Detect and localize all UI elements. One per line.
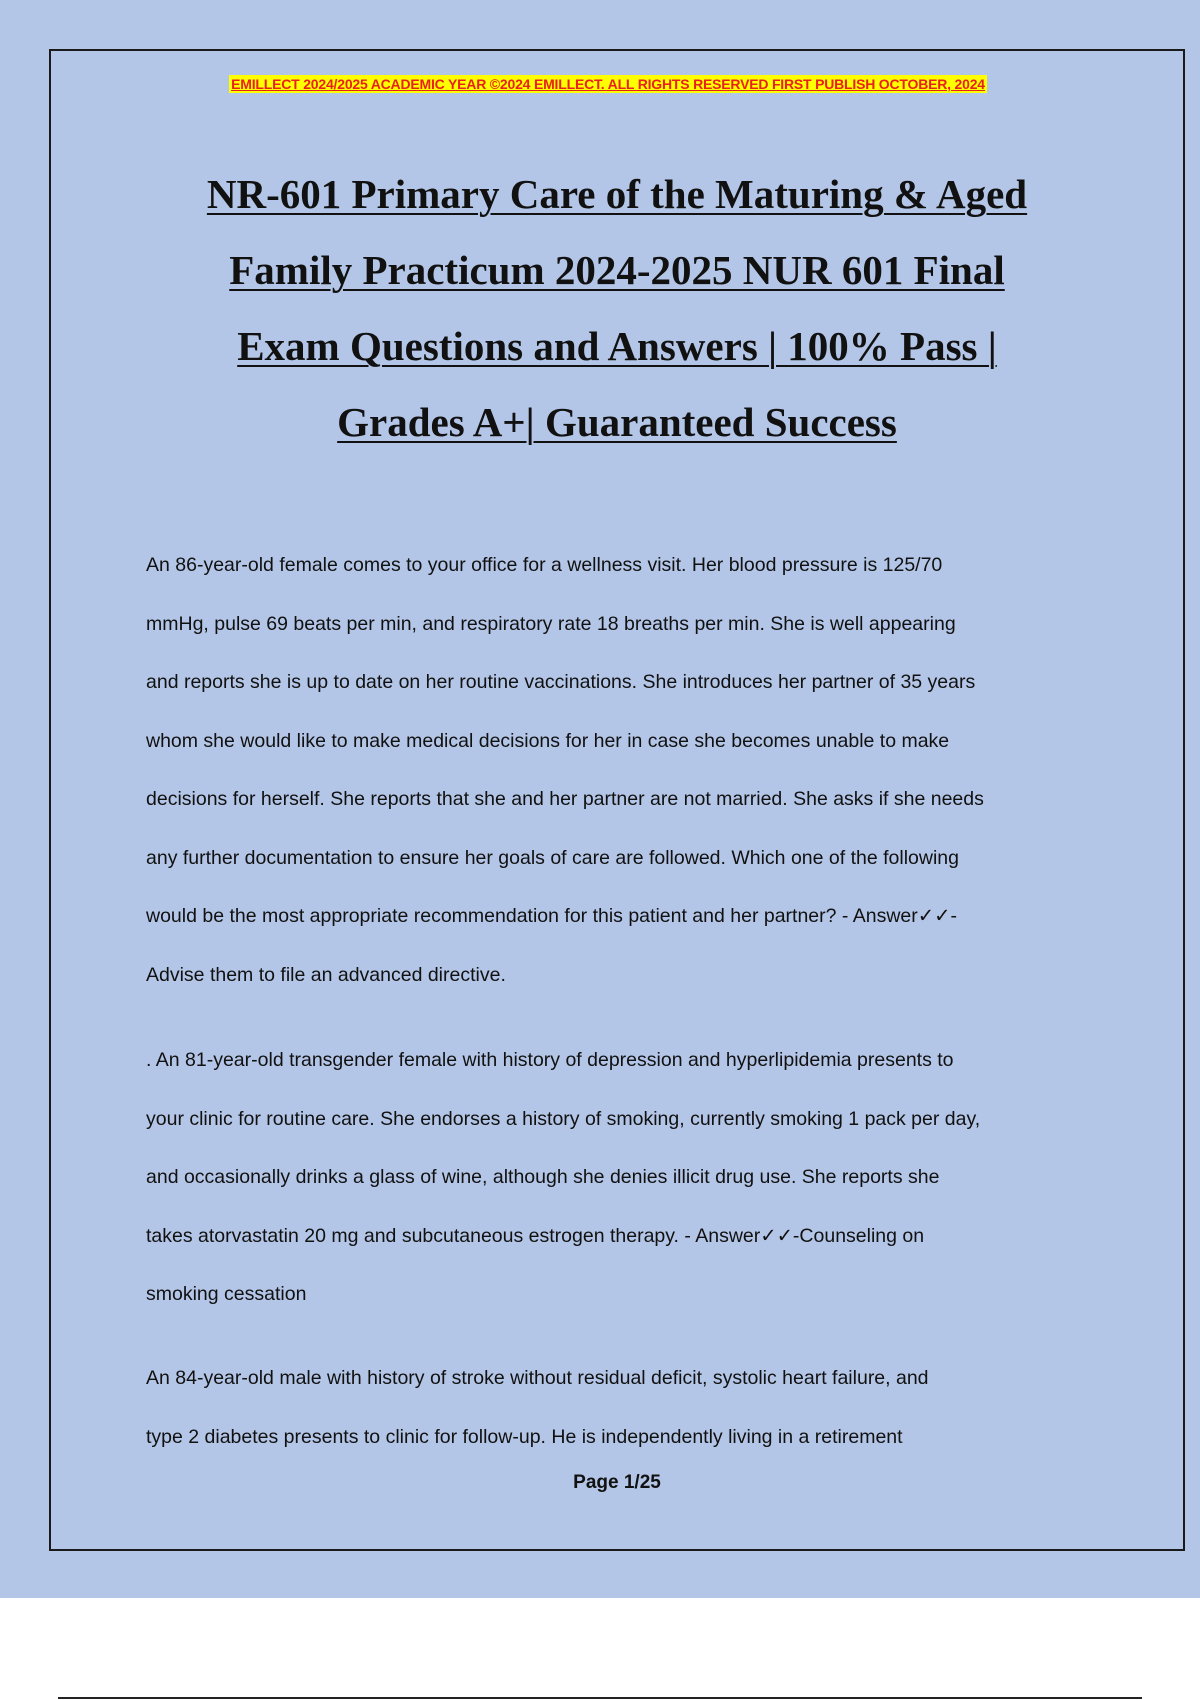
question-line: . An 81-year-old transgender female with history of depression and hyperlipidemia presents to xyxy=(146,1049,954,1071)
title-line: Family Practicum 2024-2025 NUR 601 Final xyxy=(229,247,1005,293)
question-line: and reports she is up to date on her routine vaccinations. She introduces her partner of 35 years xyxy=(146,671,976,693)
answer-line: Advise them to file an advanced directive. xyxy=(146,963,506,986)
copyright-banner xyxy=(146,74,1070,94)
question-line: type 2 diabetes presents to clinic for follow-up. He is independently living in a retirement xyxy=(146,1425,903,1448)
question-line: your clinic for routine care. She endorses a history of smoking, currently smoking 1 pack per day, xyxy=(146,1107,981,1130)
title-line: Exam Questions and Answers | 100% Pass | xyxy=(237,323,997,369)
question-line: An 84-year-old male with history of stroke without residual deficit, systolic heart failure, and xyxy=(146,1367,929,1389)
answer-line: smoking cessation xyxy=(146,1283,307,1305)
page-number: Page 1/25 xyxy=(573,1472,661,1493)
question-line: any further documentation to ensure her goals of care are followed. Which one of the following xyxy=(146,846,959,869)
question-block-2 xyxy=(146,1031,1096,1324)
next-page-divider xyxy=(58,1697,1142,1699)
question-line: takes atorvastatin 20 mg and subcutaneous estrogen therapy. - Answer✓✓-Counseling on xyxy=(146,1224,925,1247)
question-block-3 xyxy=(146,1349,1096,1466)
question-line: decisions for herself. She reports that she and her partner are not married. She asks if she needs xyxy=(146,788,984,810)
question-line: and occasionally drinks a glass of wine, although she denies illicit drug use. She reports she xyxy=(146,1166,940,1188)
question-line: whom she would like to make medical decisions for her in case she becomes unable to make xyxy=(146,729,950,752)
question-block-1 xyxy=(146,536,1096,1004)
copyright-banner-text: EMILLECT 2024/2025 ACADEMIC YEAR ©2024 EMILLECT. ALL RIGHTS RESERVED FIRST PUBLISH OCTOBER, 2024 xyxy=(231,76,985,92)
question-line: mmHg, pulse 69 beats per min, and respiratory rate 18 breaths per min. She is well appearing xyxy=(146,612,956,635)
document-title xyxy=(110,156,1124,460)
title-line: Grades A+| Guaranteed Success xyxy=(337,399,897,445)
question-line: An 86-year-old female comes to your office for a wellness visit. Her blood pressure is 125/70 xyxy=(146,554,943,576)
question-line: would be the most appropriate recommendation for this patient and her partner? - Answer✓✓- xyxy=(146,905,957,927)
title-line: NR-601 Primary Care of the Maturing & Aged xyxy=(206,171,1028,217)
